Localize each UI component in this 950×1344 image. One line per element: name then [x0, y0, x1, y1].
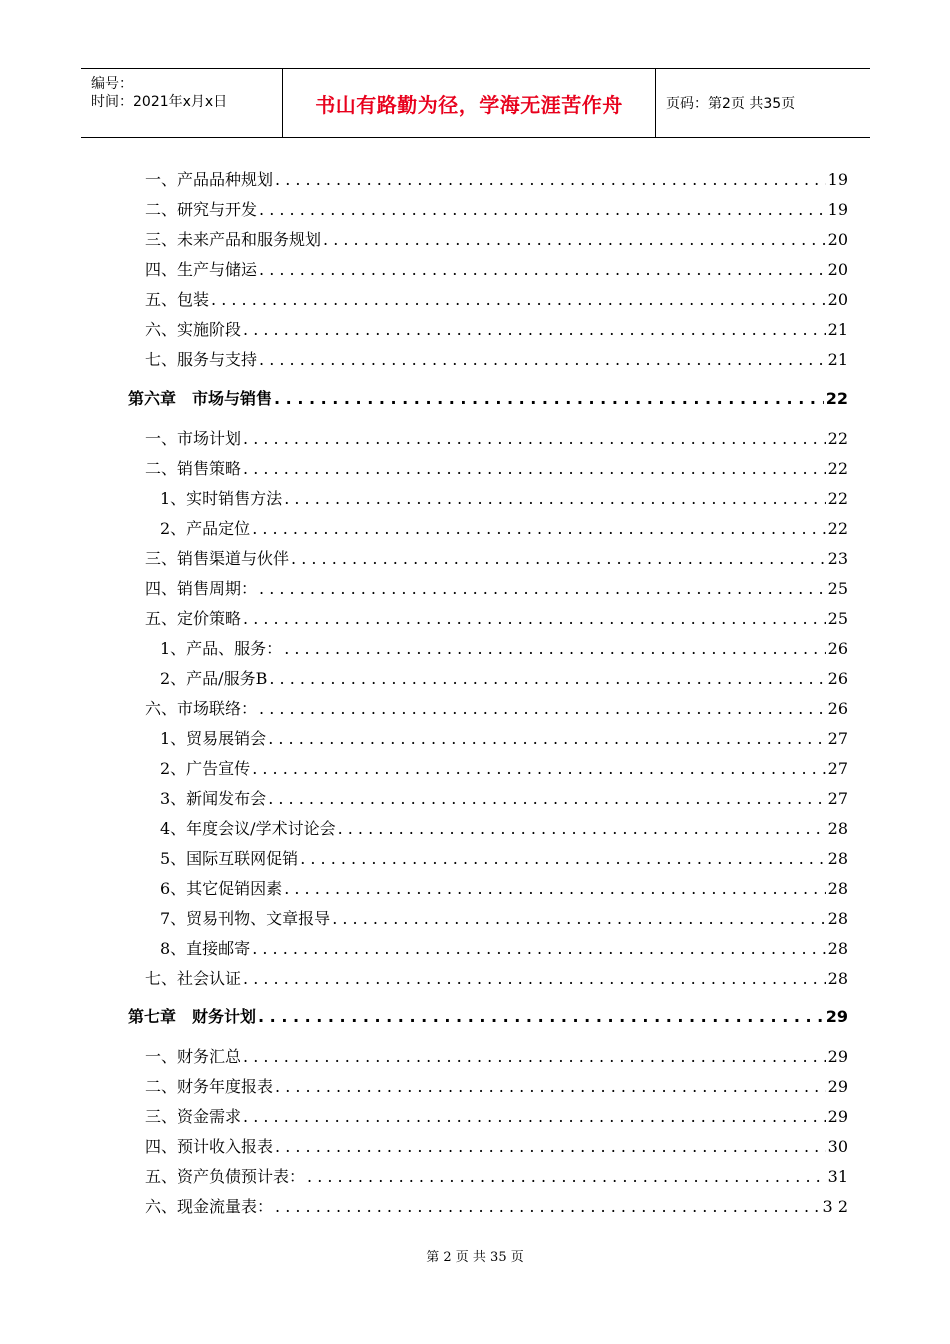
toc-leader-dots: [323, 228, 826, 252]
toc-page-number: 29: [827, 1047, 848, 1066]
toc-page-number: 25: [827, 579, 848, 598]
toc-leader-dots: [259, 348, 826, 372]
toc-page-number: 21: [827, 350, 848, 369]
toc-entry[interactable]: [0, 667, 950, 691]
toc-entry[interactable]: [0, 607, 950, 631]
toc-entry-label: 七、社会认证: [145, 969, 242, 988]
toc-entry-label: 三、销售渠道与伙伴: [145, 549, 290, 568]
toc-entry[interactable]: [0, 1105, 950, 1129]
toc-page-number: 22: [827, 519, 848, 538]
toc-entry-label: 一、产品品种规划: [145, 170, 274, 189]
toc-entry-label: 8、直接邮寄: [160, 939, 251, 958]
toc-leader-dots: [284, 637, 825, 661]
toc-page-number: 27: [827, 789, 848, 808]
toc-entry-label: 二、财务年度报表: [145, 1077, 274, 1096]
toc-entry[interactable]: [0, 198, 950, 222]
toc-entry[interactable]: [0, 487, 950, 511]
toc-entry-label: 四、生产与储运: [145, 260, 258, 279]
toc-leader-dots: [243, 457, 826, 481]
toc-entry-label: 四、预计收入报表: [145, 1137, 274, 1156]
toc-page-number: 28: [827, 969, 848, 988]
toc-entry-label: 2、广告宣传: [160, 759, 251, 778]
toc-page-number: 27: [827, 759, 848, 778]
toc-page-number: 3 2: [822, 1197, 848, 1216]
toc-leader-dots: [275, 1195, 821, 1219]
document-time-label: 时间：2021年x月x日: [91, 94, 228, 110]
toc-leader-dots: [284, 877, 825, 901]
header-motto: 书山有路勤为径，学海无涯苦作舟: [315, 92, 623, 117]
toc-entry[interactable]: [0, 348, 950, 372]
toc-leader-dots: [252, 517, 825, 541]
toc-page-number: 30: [827, 1137, 848, 1156]
toc-entry[interactable]: [0, 547, 950, 571]
toc-entry-label: 三、资金需求: [145, 1107, 242, 1126]
toc-entry[interactable]: [0, 727, 950, 751]
toc-leader-dots: [252, 757, 825, 781]
toc-page-number: 29: [827, 1077, 848, 1096]
toc-entry-label: 1、实时销售方法: [160, 489, 283, 508]
toc-entry[interactable]: [0, 457, 950, 481]
toc-leader-dots: [338, 817, 826, 841]
toc-entry[interactable]: [0, 787, 950, 811]
toc-entry[interactable]: [0, 697, 950, 721]
toc-leader-dots: [332, 907, 825, 931]
toc-page-number: 26: [827, 699, 848, 718]
toc-entry-label: 5、国际互联网促销: [160, 849, 299, 868]
toc-leader-dots: [291, 547, 826, 571]
toc-leader-dots: [259, 577, 826, 601]
toc-page-number: 21: [827, 320, 848, 339]
toc-page-number: 22: [827, 489, 848, 508]
toc-leader-dots: [307, 1165, 826, 1189]
toc-entry[interactable]: [0, 1165, 950, 1189]
toc-leader-dots: [268, 787, 825, 811]
toc-entry[interactable]: [0, 877, 950, 901]
toc-entry-label: 三、未来产品和服务规划: [145, 230, 322, 249]
page-header: [81, 68, 870, 138]
toc-page-number: 22: [827, 429, 848, 448]
toc-page-number: 20: [827, 230, 848, 249]
toc-leader-dots: [243, 967, 826, 991]
toc-leader-dots: [269, 667, 825, 691]
toc-entry[interactable]: [0, 1045, 950, 1069]
toc-page-number: 19: [827, 170, 848, 189]
toc-leader-dots: [275, 1135, 826, 1159]
toc-page-number: 31: [827, 1167, 848, 1186]
toc-entry-label: 3、新闻发布会: [160, 789, 267, 808]
toc-page-number: 28: [827, 909, 848, 928]
toc-leader-dots: [243, 318, 826, 342]
toc-page-number: 20: [827, 290, 848, 309]
toc-entry-label: 1、贸易展销会: [160, 729, 267, 748]
toc-entry-label: 二、研究与开发: [145, 200, 258, 219]
toc-leader-dots: [259, 198, 826, 222]
toc-chapter-entry[interactable]: [0, 1005, 950, 1029]
toc-entry[interactable]: [0, 757, 950, 781]
toc-entry[interactable]: [0, 1075, 950, 1099]
toc-entry[interactable]: [0, 937, 950, 961]
toc-entry-label: 二、销售策略: [145, 459, 242, 478]
toc-leader-dots: [243, 1105, 826, 1129]
toc-entry-label: 四、销售周期：: [145, 579, 258, 598]
toc-entry-label: 五、资产负债预计表：: [145, 1167, 306, 1186]
toc-entry[interactable]: [0, 228, 950, 252]
toc-entry-label: 6、其它促销因素: [160, 879, 283, 898]
toc-page-number: 23: [827, 549, 848, 568]
document-number-label: 编号：: [91, 76, 133, 92]
toc-page-number: 26: [827, 639, 848, 658]
toc-entry-label: 七、服务与支持: [145, 350, 258, 369]
toc-leader-dots: [300, 847, 825, 871]
toc-leader-dots: [284, 487, 825, 511]
toc-entry-label: 六、市场联络：: [145, 699, 258, 718]
toc-page-number: 25: [827, 609, 848, 628]
toc-entry-label: 第七章 财务计划: [128, 1007, 257, 1026]
toc-entry-label: 六、现金流量表：: [145, 1197, 274, 1216]
toc-leader-dots: [259, 258, 826, 282]
toc-entry[interactable]: [0, 847, 950, 871]
toc-page-number: 28: [827, 879, 848, 898]
toc-page-number: 22: [827, 459, 848, 478]
header-motto-cell: [283, 69, 656, 137]
toc-leader-dots: [252, 937, 825, 961]
toc-entry[interactable]: [0, 637, 950, 661]
header-meta-cell: [81, 69, 283, 137]
toc-entry[interactable]: [0, 1195, 950, 1219]
toc-entry[interactable]: [0, 168, 950, 192]
toc-page-number: 27: [827, 729, 848, 748]
header-page-info: 页码：第2页 共35页: [666, 96, 796, 112]
toc-page-number: 28: [827, 819, 848, 838]
toc-entry-label: 第六章 市场与销售: [128, 389, 273, 408]
toc-entry-label: 五、包装: [145, 290, 210, 309]
toc-entry-label: 4、年度会议/学术讨论会: [160, 819, 336, 838]
toc-entry[interactable]: [0, 817, 950, 841]
toc-entry[interactable]: [0, 258, 950, 282]
toc-page-number: 22: [825, 389, 848, 408]
toc-leader-dots: [243, 427, 826, 451]
toc-chapter-entry[interactable]: [0, 387, 950, 411]
toc-leader-dots: [259, 697, 826, 721]
toc-leader-dots: [268, 727, 825, 751]
toc-entry[interactable]: [0, 907, 950, 931]
toc-entry-label: 一、财务汇总: [145, 1047, 242, 1066]
toc-page-number: 19: [827, 200, 848, 219]
toc-leader-dots: [275, 168, 826, 192]
toc-page-number: 20: [827, 260, 848, 279]
toc-entry[interactable]: [0, 427, 950, 451]
toc-entry-label: 一、市场计划: [145, 429, 242, 448]
page-footer: 第 2 页 共 35 页: [426, 1250, 524, 1265]
toc-entry-label: 2、产品定位: [160, 519, 251, 538]
toc-entry[interactable]: [0, 967, 950, 991]
toc-entry[interactable]: [0, 1135, 950, 1159]
toc-page-number: 28: [827, 939, 848, 958]
toc-entry-label: 1、产品、服务：: [160, 639, 283, 658]
toc-leader-dots: [258, 1005, 824, 1029]
toc-page-number: 29: [827, 1107, 848, 1126]
toc-page-number: 29: [825, 1007, 848, 1026]
toc-leader-dots: [243, 607, 826, 631]
toc-page-number: 26: [827, 669, 848, 688]
toc-leader-dots: [274, 387, 824, 411]
toc-entry-label: 7、贸易刊物、文章报导: [160, 909, 331, 928]
toc-entry-label: 2、产品/服务B: [160, 669, 268, 688]
toc-entry-label: 五、定价策略: [145, 609, 242, 628]
toc-entry-label: 六、实施阶段: [145, 320, 242, 339]
toc-entry[interactable]: [0, 318, 950, 342]
toc-entry[interactable]: [0, 517, 950, 541]
toc-entry[interactable]: [0, 288, 950, 312]
toc-leader-dots: [243, 1045, 826, 1069]
toc-page-number: 28: [827, 849, 848, 868]
toc-leader-dots: [211, 288, 826, 312]
toc-leader-dots: [275, 1075, 826, 1099]
toc-entry[interactable]: [0, 577, 950, 601]
